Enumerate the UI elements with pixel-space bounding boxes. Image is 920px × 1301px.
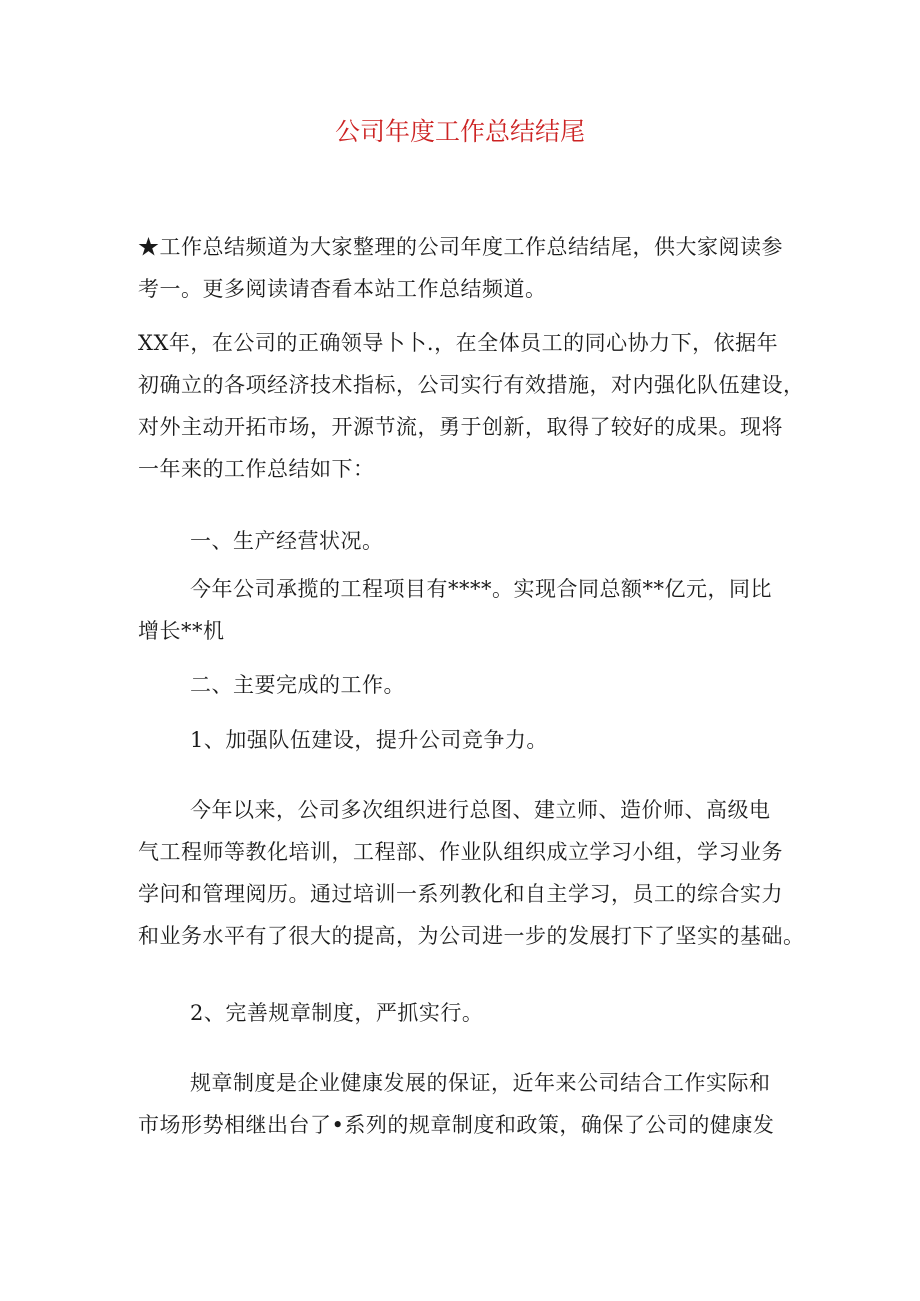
intro-line: ★工作总结频道为大家整理的公司年度工作总结结尾，供大家阅读参 [138, 235, 783, 259]
section-1-paragraph [138, 789, 805, 957]
production-paragraph [138, 568, 788, 652]
section-1-line: 和业务水平有了很大的提高，为公司进一步的发展打下了坚实的基础。 [138, 924, 805, 948]
overview-line: 一年来的工作总结如下： [138, 457, 375, 481]
section-1-line: 学问和管理阅历。通过培训一系列教化和自主学习，员工的综合实力 [138, 882, 783, 906]
overview-line: XX年，在公司的正确领导卜卜.，在全体员工的同心协力下，依据年 [138, 331, 779, 355]
document-title: 公司年度工作总结结尾 [334, 117, 585, 146]
section-1-title: 1、加强队伍建设，提升公司竞争力。 [190, 728, 548, 752]
section-1-line: 今年以来，公司多次组织进行总图、建立师、造价师、高级电 [190, 798, 771, 822]
section-1-line: 气工程师等教化培训，工程部、作业队组织成立学习小组，学习业务 [138, 840, 783, 864]
intro-paragraph [138, 226, 788, 310]
heading-production: 一、生产经营状况。 [190, 529, 384, 553]
production-line: 增长**机 [138, 619, 225, 643]
section-2-line: 规章制度是企业健康发展的保证，近年来公司结合工作实际和 [190, 1071, 771, 1095]
intro-line: 考一。更多阅读请杳看本站工作总结频道。 [138, 277, 547, 301]
section-2-title: 2、完善规章制度，严抓实行。 [190, 1001, 484, 1025]
heading-main-work: 二、主要完成的工作。 [190, 673, 405, 697]
overview-line: 初确立的各项经济技术指标，公司实行有效措施，对内强化队伍建设， [138, 373, 805, 397]
overview-line: 对外主动开拓市场，开源节流，勇于创新，取得了较好的成果。现将 [138, 415, 783, 439]
production-line: 今年公司承揽的工程项目有****。实现合同总额**亿元，同比 [190, 577, 772, 601]
overview-paragraph [138, 322, 805, 490]
section-2-paragraph [138, 1062, 788, 1146]
section-2-line: 市场形势相继出台了•系列的规章制度和政策，确保了公司的健康发 [138, 1113, 775, 1137]
